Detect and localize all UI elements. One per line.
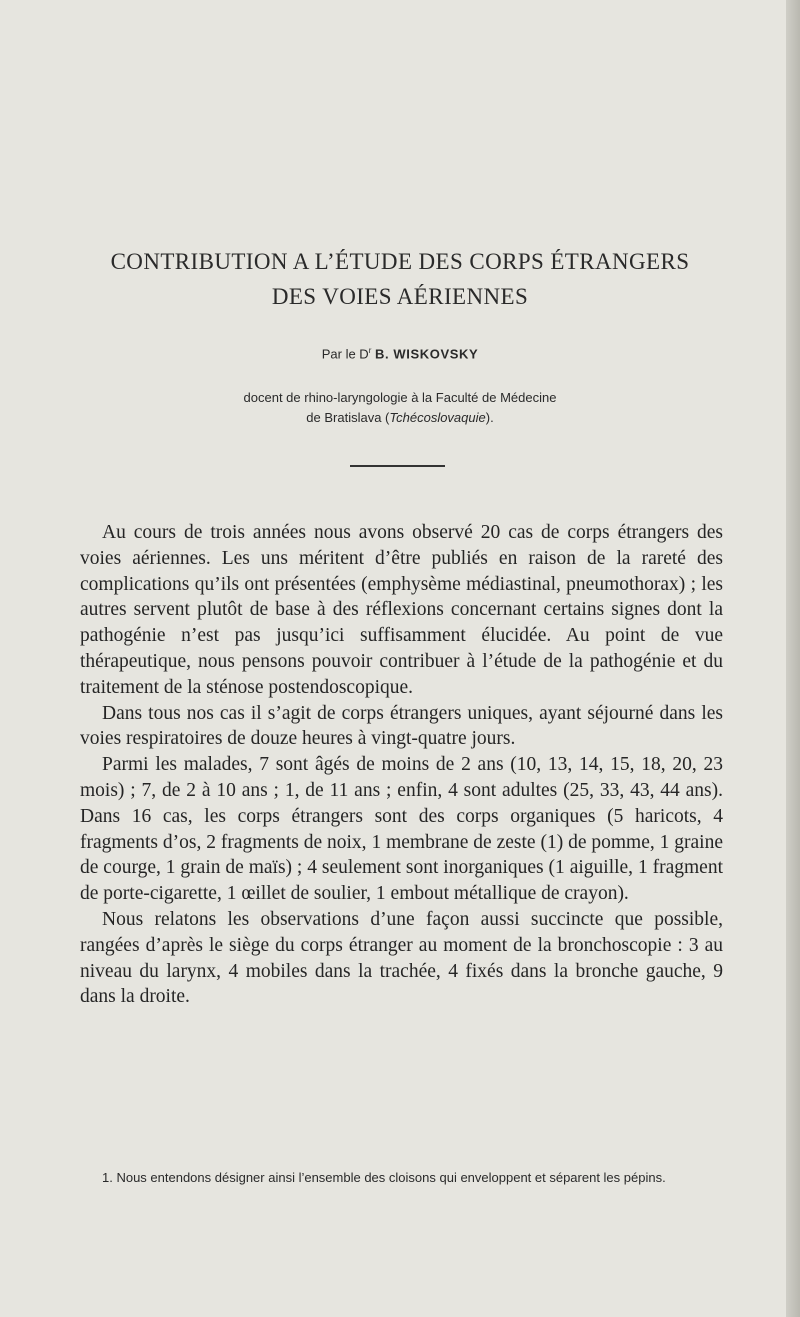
body-paragraph: Au cours de trois années nous avons observé 20 cas de corps étrangers des voies aériennes. Les uns méritent d’être publiés en raison de la rareté des complications qu’ils ont présentées (emphysème médiastinal, pneumothorax) ; les autres servent plutôt de base à des réflexions concernant certains signes dont la pathogénie n’est pas jusqu’ici suffisamment élucidée. Au point de vue thérapeutique, nous pensons pouvoir contribuer à l’étude de la pathogénie et du traitement de la sténose postendoscopique. <box>80 522 723 698</box>
article-title <box>80 244 720 314</box>
footnote-text: 1. Nous entendons désigner ainsi l’ensemble des cloisons qui enveloppent et séparent les pépins. <box>102 1170 666 1185</box>
article-body <box>80 520 723 1010</box>
affiliation-place: de Bratislava ( <box>306 410 390 425</box>
page-edge-shadow <box>786 0 800 1317</box>
footnote <box>80 1169 723 1186</box>
author-affiliation <box>80 388 720 428</box>
author-name: B. WISKOVSKY <box>375 346 479 362</box>
author-line <box>80 346 720 361</box>
affiliation-line-1: docent de rhino-laryngologie à la Faculté de Médecine <box>243 390 557 405</box>
author-title-sup: r <box>368 346 372 355</box>
body-paragraph: Dans tous nos cas il s’agit de corps étrangers uniques, ayant séjourné dans les voies respiratoires de douze heures à vingt-quatre jours. <box>80 702 723 750</box>
affiliation-close: ). <box>485 410 494 425</box>
title-separator-rule <box>350 465 445 467</box>
title-line-2: DES VOIES AÉRIENNES <box>271 284 529 309</box>
author-prefix: Par le D <box>321 346 369 362</box>
affiliation-country: Tchécoslovaquie <box>389 410 486 425</box>
body-paragraph: Parmi les malades, 7 sont âgés de moins de 2 ans (10, 13, 14, 15, 18, 20, 23 mois) ; 7, de 2 à 10 ans ; 1, de 11 ans ; enfin, 4 sont adultes (25, 33, 43, 44 ans). Dans 16 cas, les corps étrangers sont des corps organiques (5 haricots, 4 fragments d’os, 2 fragments de noix, 1 membrane de zeste (1) de pomme, 1 graine de courge, 1 grain de maïs) ; 4 seulement sont inorganiques (1 aiguille, 1 fragment de porte-cigarette, 1 œillet de soulier, 1 embout métallique de crayon). <box>80 754 723 905</box>
body-paragraph: Nous relatons les observations d’une façon aussi succincte que possible, rangées d’après le siège du corps étranger au moment de la bronchoscopie : 3 au niveau du larynx, 4 mobiles dans la trachée, 4 fixés dans la bronche gauche, 9 dans la droite. <box>80 908 723 1008</box>
title-line-1: CONTRIBUTION A L’ÉTUDE DES CORPS ÉTRANGERS <box>110 249 690 274</box>
affiliation-line-2 <box>80 408 720 428</box>
